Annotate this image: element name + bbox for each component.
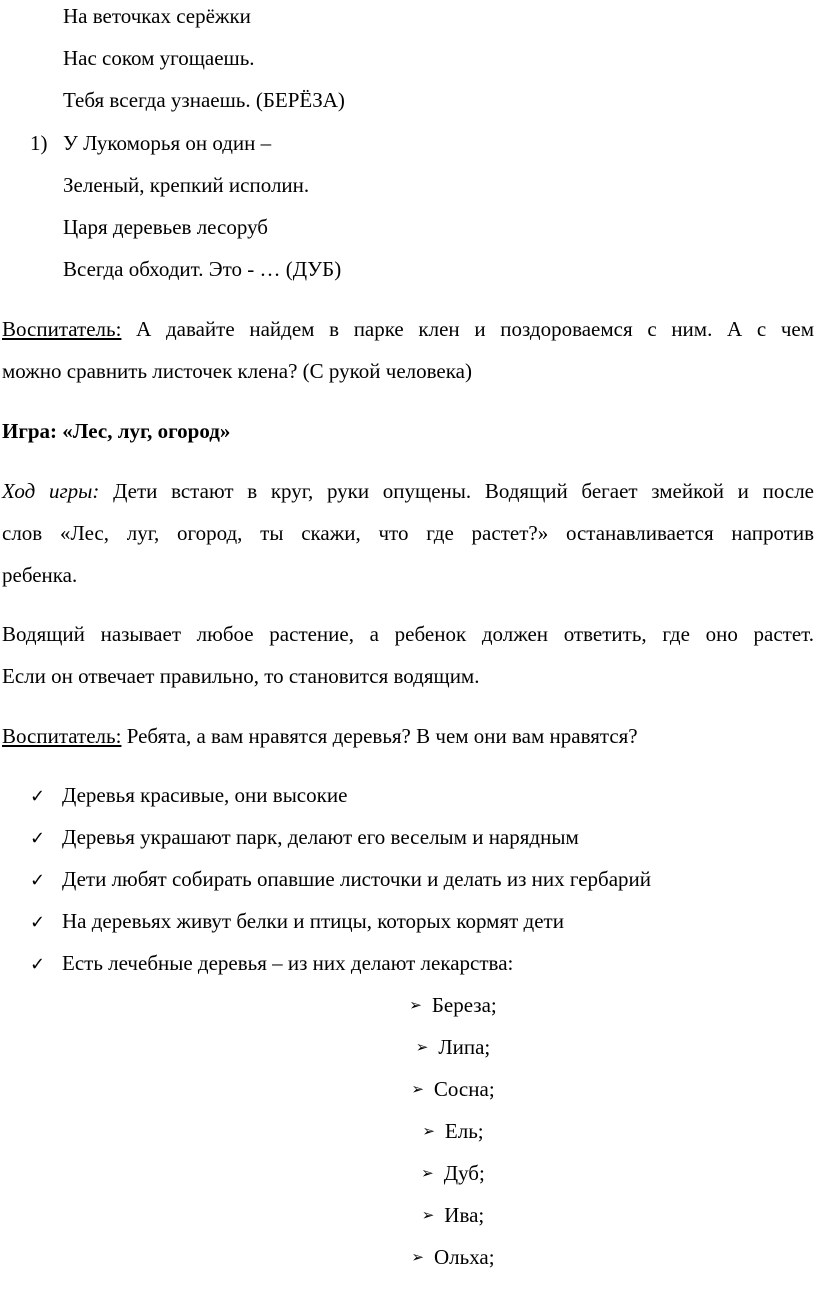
list-item-text: Деревья красивые, они высокие xyxy=(62,783,348,807)
list-item-text: Сосна; xyxy=(433,1077,495,1101)
list-item-text: Дуб; xyxy=(443,1161,485,1185)
list-item xyxy=(30,867,651,893)
speaker-label: Воспитатель: xyxy=(2,724,122,748)
poem-line: Нас соком угощаешь. xyxy=(63,46,255,70)
list-item xyxy=(30,951,513,977)
rules-paragraph-line: Если он отвечает правильно, то становится водящим. xyxy=(2,664,480,688)
rules-label: Ход игры: xyxy=(2,479,100,503)
checkmark-icon: ✓ xyxy=(30,870,46,891)
list-item-text: Есть лечебные деревья – из них делают лекарства: xyxy=(62,951,514,975)
list-item-text: Ель; xyxy=(444,1119,484,1143)
arrow-bullet-icon: ➢ xyxy=(421,1206,435,1224)
list-item xyxy=(0,1203,816,1229)
list-item-text: Дети любят собирать опавшие листочки и делать из них гербарий xyxy=(62,867,652,891)
arrow-bullet-icon: ➢ xyxy=(411,1248,424,1266)
checkmark-icon: ✓ xyxy=(30,954,46,975)
list-item xyxy=(0,1161,816,1187)
teacher-paragraph-line xyxy=(2,724,814,748)
list-item xyxy=(30,783,347,809)
paragraph-text: А давайте найдем в парке клен и поздороваемся с ним. А с чем xyxy=(136,317,815,341)
checkmark-icon: ✓ xyxy=(30,912,46,933)
arrow-bullet-icon: ➢ xyxy=(421,1164,434,1182)
game-title: Игра: «Лес, луг, огород» xyxy=(2,419,231,443)
arrow-bullet-icon: ➢ xyxy=(411,1080,424,1098)
list-item xyxy=(0,1119,816,1145)
list-item-text: На деревьях живут белки и птицы, которых кормят дети xyxy=(62,909,564,933)
list-item xyxy=(0,1077,816,1103)
arrow-bullet-icon: ➢ xyxy=(409,996,422,1014)
rules-paragraph-line xyxy=(2,622,814,646)
list-item-text: Береза; xyxy=(431,993,497,1017)
speaker-label: Воспитатель: xyxy=(2,317,122,341)
rules-paragraph-line: ребенка. xyxy=(2,563,78,587)
arrow-bullet-icon: ➢ xyxy=(422,1122,435,1140)
list-item-text: Ива; xyxy=(444,1203,485,1227)
paragraph-text: Ребята, а вам нравятся деревья? В чем они вам нравятся? xyxy=(126,724,638,748)
list-item xyxy=(0,993,816,1019)
teacher-paragraph-line xyxy=(2,317,814,341)
rules-paragraph-line xyxy=(2,479,814,503)
poem-line: На веточках серёжки xyxy=(63,4,251,28)
list-item xyxy=(30,909,564,935)
checkmark-icon: ✓ xyxy=(30,828,46,849)
riddle-line: Всегда обходит. Это - … (ДУБ) xyxy=(63,257,342,281)
rules-paragraph-line xyxy=(2,521,814,545)
list-item xyxy=(0,1035,816,1061)
list-item xyxy=(0,1245,816,1271)
riddle-line: У Лукоморья он один – xyxy=(63,131,272,155)
list-item-text: Липа; xyxy=(438,1035,491,1059)
riddle-line: Зеленый, крепкий исполин. xyxy=(63,173,310,197)
list-item xyxy=(30,825,579,851)
checkmark-icon: ✓ xyxy=(30,786,46,807)
paragraph-text: Водящий называет любое растение, а ребенок должен ответить, где оно растет. xyxy=(2,622,814,646)
poem-line: Тебя всегда узнаешь. (БЕРЁЗА) xyxy=(63,88,345,112)
arrow-bullet-icon: ➢ xyxy=(415,1038,429,1056)
list-item-text: Ольха; xyxy=(433,1245,495,1269)
teacher-paragraph-line: можно сравнить листочек клена? (С рукой человека) xyxy=(2,359,472,383)
list-item-text: Деревья украшают парк, делают его веселым и нарядным xyxy=(62,825,579,849)
list-number: 1) xyxy=(30,131,48,155)
riddle-line: Царя деревьев лесоруб xyxy=(63,215,268,239)
paragraph-text: слов «Лес, луг, огород, ты скажи, что где растет?» останавливается напротив xyxy=(2,521,814,545)
paragraph-text: Дети встают в круг, руки опущены. Водящий бегает змейкой и после xyxy=(113,479,814,503)
